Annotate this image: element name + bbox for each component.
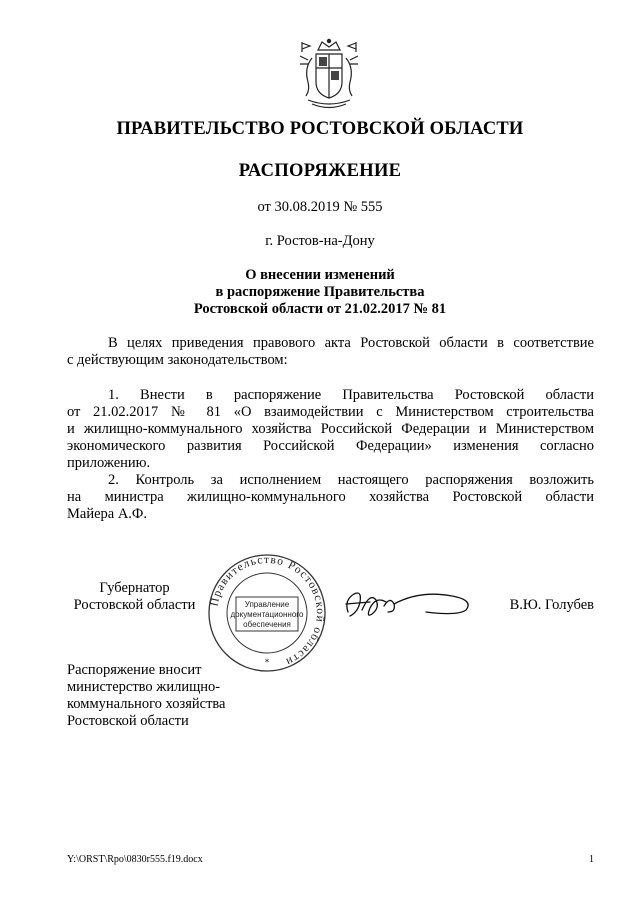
submitted-by-line: Распоряжение вносит [67,662,202,678]
coat-of-arms-icon [294,38,364,112]
signatory-name: В.Ю. Голубев [509,597,594,613]
submitted-by-line: Ростовской области [67,713,189,729]
stamp-ring-text: Правительство Ростовской области [208,553,327,669]
position-line: Ростовской области [73,597,196,613]
stamp-center-line: обеспечения [243,620,291,629]
item-2-line: Майера А.Ф. [67,506,148,522]
subject-line: в распоряжение Правительства [215,284,425,300]
item-1-line: от 21.02.2017 № 81 «О взаимодействии с Министерством строительства [67,404,594,420]
official-stamp [203,553,331,673]
stamp-center-line: Управление [244,600,290,609]
handwritten-signature-icon [340,582,480,626]
preamble-line: с действующим законодательством: [67,352,288,368]
item-1-line: 1. Внести в распоряжение Правительства Ростовской области [108,387,594,403]
document-subject [0,267,640,318]
item-1-line: и жилищно-коммунального хозяйства Российской Федерации и Министерством [67,421,594,437]
document-city: г. Ростов-на-Дону [265,233,375,249]
subject-line: Ростовской области от 21.02.2017 № 81 [193,301,447,317]
item-2-line: 2. Контроль за исполнением настоящего распоряжения возложить [108,472,594,488]
preamble-line: В целях приведения правового акта Ростовской области в соответствие [108,335,594,351]
submitted-by-line: министерство жилищно- [67,679,221,695]
item-1-line: приложению. [67,455,151,471]
item-2-line: на министра жилищно-коммунального хозяйства Ростовской области [67,489,594,505]
item-1-paragraph [67,387,594,472]
item-2-paragraph [67,472,594,523]
stamp-center-line: документационного [230,610,304,619]
document-date-number: от 30.08.2019 № 555 [257,199,383,215]
footer-page-number: 1 [589,854,594,865]
footer-file-path: Y:\ORST\Rpo\0830r555.f19.docx [67,854,203,865]
subject-line: О внесении изменений [245,267,395,283]
submitted-by-line: коммунального хозяйства [67,696,226,712]
stamp-star-icon: * [264,658,270,668]
item-1-line: экономического развития Российской Федерации» изменения согласно [67,438,594,454]
preamble-paragraph [67,335,594,369]
document-type: РАСПОРЯЖЕНИЕ [238,161,402,181]
position-line: Губернатор [99,580,170,596]
government-title: ПРАВИТЕЛЬСТВО РОСТОВСКОЙ ОБЛАСТИ [116,119,524,139]
submitted-by-block [67,662,287,730]
signatory-position [67,580,202,614]
